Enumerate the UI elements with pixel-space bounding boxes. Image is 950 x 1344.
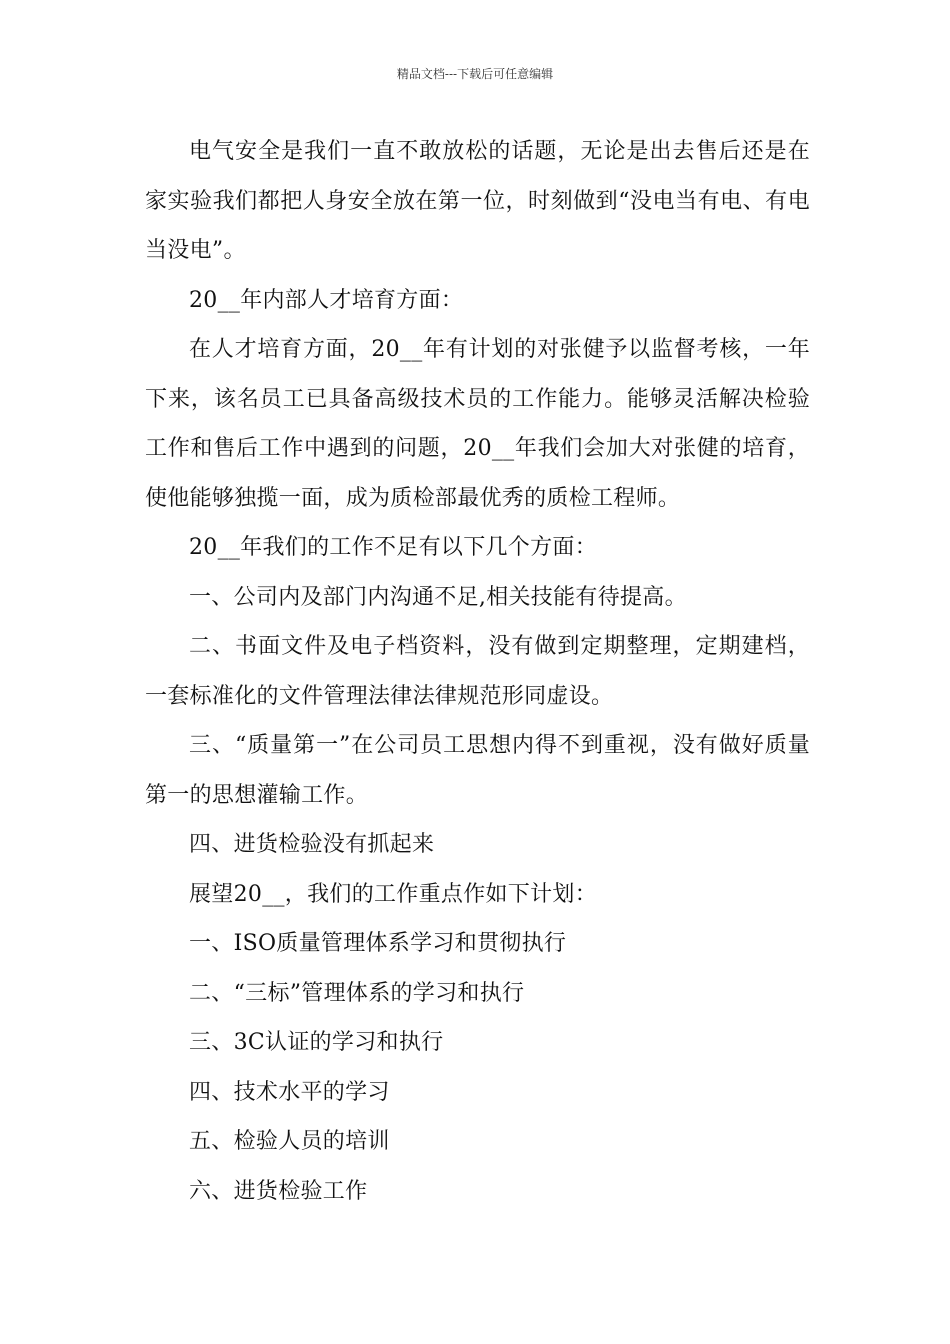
paragraph-shortcoming-1: 一、公司内及部门内沟通不足,相关技能有待提高。 [189, 584, 687, 610]
paragraph-shortcoming-2: 二、书面文件及电子档资料，没有做到定期整理，定期建档，一套标准化的文件管理法律法律规范形同虚设。 [145, 634, 810, 709]
paragraph-plan-6: 六、进货检验工作 [189, 1178, 368, 1204]
paragraph-plan-heading: 展望20__，我们的工作重点作如下计划： [189, 881, 597, 907]
paragraph-plan-5: 五、检验人员的培训 [189, 1129, 390, 1154]
paragraph-plan-2: 二、“三标”管理体系的学习和执行 [189, 980, 525, 1006]
paragraph-electrical-safety: 电气安全是我们一直不敢放松的话题，无论是出去售后还是在家实验我们都把人身安全放在第一位，时刻做到“没电当有电、有电当没电”。 [145, 139, 810, 263]
paragraph-shortcoming-4: 四、进货检验没有抓起来 [189, 832, 435, 857]
paragraph-plan-1: 一、ISO质量管理体系学习和贯彻执行 [189, 931, 567, 956]
document-body [145, 127, 810, 1216]
paragraph-plan-4: 四、技术水平的学习 [189, 1079, 390, 1105]
paragraph-shortcomings-heading: 20__年我们的工作不足有以下几个方面： [189, 535, 597, 560]
paragraph-talent-cultivation: 在人才培育方面，20__年有计划的对张健予以监督考核，一年下来，该名员工已具备高级技术员的工作能力。能够灵活解决检验工作和售后工作中遇到的问题，20__年我们会加大对张健的培育，使他能够独揽一面，成为质检部最优秀的质检工程师。 [145, 337, 810, 511]
paragraph-plan-3: 三、3C认证的学习和执行 [189, 1030, 444, 1055]
paragraph-talent-heading: 20__年内部人才培育方面： [189, 287, 464, 313]
page-header: 精品文档---下载后可任意编辑 [396, 67, 554, 81]
paragraph-shortcoming-3: 三、“质量第一”在公司员工思想内得不到重视，没有做好质量第一的思想灌输工作。 [145, 733, 810, 808]
